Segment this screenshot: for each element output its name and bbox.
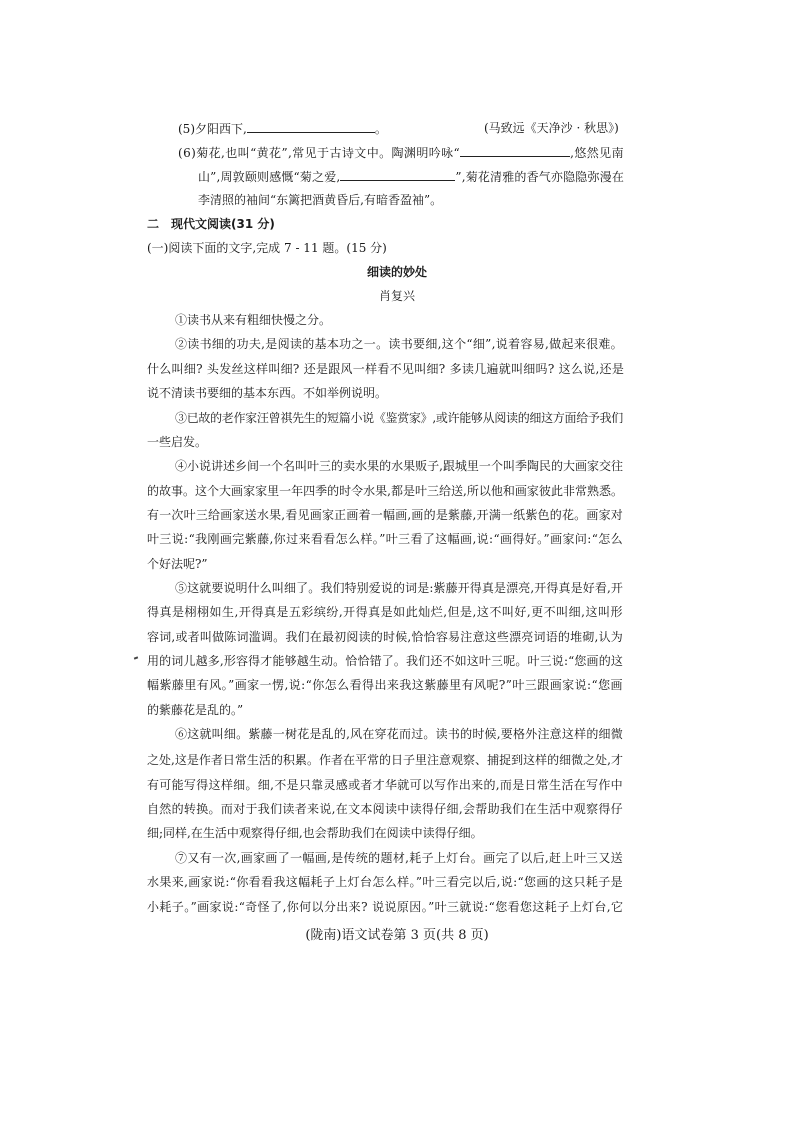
- article-line: ④小说讲述乡间一个名叫叶三的卖水果的水果贩子,跟城里一个叫季陶民的大画家交往: [175, 459, 623, 473]
- article-line: 叶三说:“我刚画完紫藤,你过来看看怎么样。”叶三看了这幅画,说:“画得好。”画家问:“怎么: [147, 532, 623, 546]
- article-line: 有一次叶三给画家送水果,看见画家正画着一幅画,画的是紫藤,开满一纸紫色的花。画家对: [147, 508, 623, 522]
- article-line: ⑦又有一次,画家画了一幅画,是传统的题材,耗子上灯台。画完了以后,赶上叶三又送: [175, 851, 623, 865]
- question-5: [178, 119, 387, 138]
- section-heading: 二 现代文阅读(31 分): [147, 217, 275, 231]
- article-line: ⑥这就叫细。紫藤一树花是乱的,风在穿花而过。读书的时候,要格外注意这样的细微: [175, 727, 623, 741]
- q6-blank-1[interactable]: [460, 143, 570, 157]
- article-line: 小耗子。”画家说:“奇怪了,你何以分出来? 说说原因。”叶三就说:“您看您这耗子上灯台,它: [147, 900, 624, 914]
- page-footer: (陇南)语文试卷第 3 页(共 8 页): [305, 928, 489, 943]
- q6-text: (6)菊花,也叫“黄花”,常见于古诗文中。陶渊明吟咏“: [178, 146, 461, 160]
- article-line: 自然的转换。而对于我们读者来说,在文本阅读中读得仔细,会帮助我们在生活中观察得仔: [147, 802, 623, 816]
- article-line: ③已故的老作家汪曾祺先生的短篇小说《鉴赏家》,或许能够从阅读的细这方面给予我们: [175, 411, 623, 425]
- article-line: ⑤这就要说明什么叫细了。我们特别爱说的词是:紫藤开得真是漂亮,开得真是好看,开: [175, 581, 623, 595]
- article-line: ①读书从来有粗细快慢之分。: [175, 313, 332, 327]
- question-6-line2: [198, 167, 624, 186]
- q5-suffix: 。: [374, 122, 387, 136]
- article-line: 容词,或者叫做陈词滥调。我们在最初阅读的时候,恰恰容易注意这些漂亮词语的堆砌,认为: [147, 630, 623, 644]
- article-line: 个好法呢?”: [147, 557, 208, 571]
- article-line: 水果来,画家说:“你看看我这幅耗子上灯台怎么样。”叶三看完以后,说:“您画的这只耗子是: [147, 875, 623, 889]
- question-6-line1: [178, 143, 624, 162]
- article-line: 一些启发。: [147, 435, 208, 449]
- article-title: 细读的妙处: [366, 265, 427, 279]
- article-line: 得真是栩栩如生,开得真是五彩缤纷,开得真是如此灿烂,但是,这不叫好,更不叫细,这叫形: [147, 605, 623, 619]
- article-line: 幅紫藤里有风。”画家一愣,说:“你怎么看得出来我这紫藤里有风呢?”叶三跟画家说:“您画: [147, 678, 623, 692]
- article-line: 什么叫细? 头发丝这样叫细? 还是跟风一样看不见叫细? 多读几遍就叫细吗? 这么说,还是: [147, 362, 625, 376]
- section-sub: (一)阅读下面的文字,完成 7 - 11 题。(15 分): [147, 241, 387, 255]
- article-line: 的紫藤花是乱的。”: [147, 703, 244, 717]
- q6-text: ,悠然见南: [570, 146, 624, 160]
- q5-source: (马致远《天净沙 · 秋思》): [484, 121, 619, 135]
- article-author: 肖复兴: [378, 289, 415, 303]
- article-line: ②读书细的功夫,是阅读的基本功之一。读书要细,这个“细”,说着容易,做起来很难。: [175, 337, 623, 351]
- q5-prefix: (5)夕阳西下,: [178, 122, 247, 136]
- article-line: 有可能写得这样细。细,不是只靠灵感或者才华就可以写作出来的,而是日常生活在写作中: [147, 778, 623, 792]
- article-line: 说不清读书要细的基本东西。不如举例说明。: [147, 386, 388, 400]
- q6-text: 山”,周敦颐则感慨“菊之爱,: [198, 170, 341, 184]
- question-6-line3: 李清照的袖间“东篱把酒黄昏后,有暗香盈袖”。: [198, 193, 443, 207]
- q5-blank[interactable]: [247, 119, 375, 133]
- scan-mark: [134, 656, 138, 659]
- article-line: 细;同样,在生活中观察得仔细,也会帮助我们在阅读中读得仔细。: [147, 826, 483, 840]
- article-line: 的故事。这个大画家家里一年四季的时令水果,都是叶三给送,所以他和画家彼此非常熟悉。: [147, 484, 623, 498]
- article-line: 用的词儿越多,形容得才能够越生动。恰恰错了。我们还不如这叶三呢。叶三说:“您画的这: [147, 654, 623, 668]
- article-line: 之处,这是作者日常生活的积累。作者在平常的日子里注意观察、捕捉到这样的细微之处,才: [147, 753, 623, 767]
- q6-blank-2[interactable]: [340, 167, 455, 181]
- q6-text: ”,菊花清雅的香气亦隐隐弥漫在: [455, 170, 624, 184]
